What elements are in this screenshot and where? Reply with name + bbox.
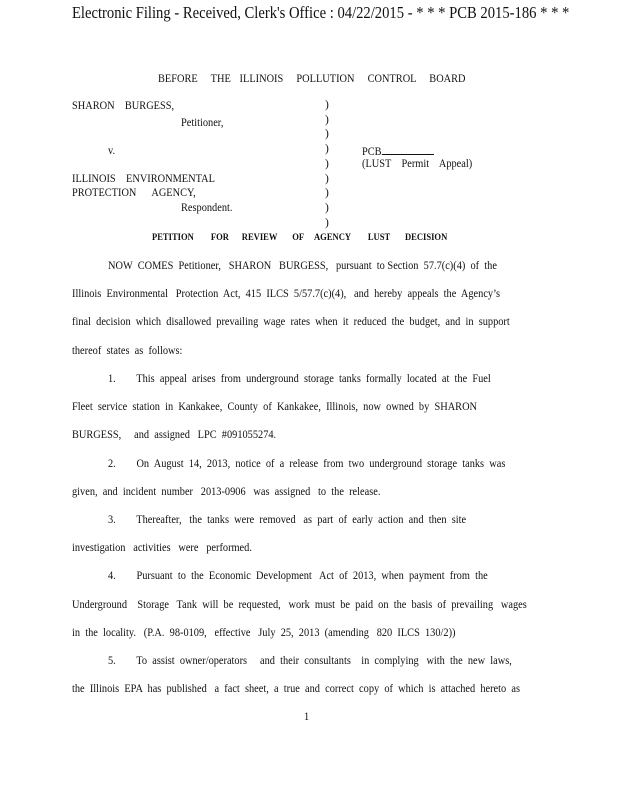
petitioner-name: SHARON BURGESS, bbox=[72, 100, 175, 112]
respondent-role: Respondent. bbox=[181, 202, 233, 214]
body-line: 1. This appeal arises from underground storage tanks formally located at the Fuel bbox=[108, 373, 491, 385]
pcb-number bbox=[362, 145, 434, 158]
filing-stamp: Electronic Filing - Received, Clerk's Office : 04/22/2015 - * * * PCB 2015-186 * * * bbox=[72, 3, 570, 22]
pcb-label: PCB bbox=[362, 146, 382, 158]
body-line: thereof states as follows: bbox=[72, 345, 183, 357]
body-line: 2. On August 14, 2013, notice of a release from two underground storage tanks was bbox=[108, 458, 506, 470]
body-line: final decision which disallowed prevailing wage rates when it reduced the budget, and in support bbox=[72, 316, 510, 328]
body-line: in the locality. (P.A. 98-0109, effective July 25, 2013 (amending 820 ILCS 130/2)) bbox=[72, 627, 456, 639]
body-line: 5. To assist owner/operators and their consultants in complying with the new laws, bbox=[108, 655, 512, 667]
body-line: given, and incident number 2013-0906 was assigned to the release. bbox=[72, 486, 381, 498]
body-line: Illinois Environmental Protection Act, 415 ILCS 5/57.7(c)(4), and hereby appeals the Agency’s bbox=[72, 288, 501, 300]
pcb-number-blank bbox=[382, 145, 434, 155]
body-line: 4. Pursuant to the Economic Development Act of 2013, when payment from the bbox=[108, 570, 488, 582]
page-number: 1 bbox=[304, 711, 310, 723]
body-line: BURGESS, and assigned LPC #091055274. bbox=[72, 429, 277, 441]
body-line: investigation activities were performed. bbox=[72, 542, 252, 554]
appeal-type: (LUST Permit Appeal) bbox=[362, 158, 473, 170]
respondent-line-2: PROTECTION AGENCY, bbox=[72, 187, 196, 199]
caption-parentheses: ) ) ) ) ) ) ) ) ) bbox=[325, 99, 329, 229]
body-line: the Illinois EPA has published a fact sheet, a true and correct copy of which is attached hereto as bbox=[72, 683, 521, 695]
body-line: NOW COMES Petitioner, SHARON BURGESS, pursuant to Section 57.7(c)(4) of the bbox=[108, 260, 497, 272]
petition-heading: PETITION FOR REVIEW OF AGENCY LUST DECISION bbox=[152, 233, 448, 243]
body-line: Underground Storage Tank will be requested, work must be paid on the basis of prevailing wages bbox=[72, 599, 527, 611]
board-title: BEFORE THE ILLINOIS POLLUTION CONTROL BOARD bbox=[158, 73, 466, 85]
petitioner-role: Petitioner, bbox=[181, 117, 224, 129]
body-line: Fleet service station in Kankakee, County of Kankakee, Illinois, now owned by SHARON bbox=[72, 401, 478, 413]
versus-label: v. bbox=[108, 145, 116, 157]
body-line: 3. Thereafter, the tanks were removed as part of early action and then site bbox=[108, 514, 467, 526]
respondent-line-1: ILLINOIS ENVIRONMENTAL bbox=[72, 173, 215, 185]
